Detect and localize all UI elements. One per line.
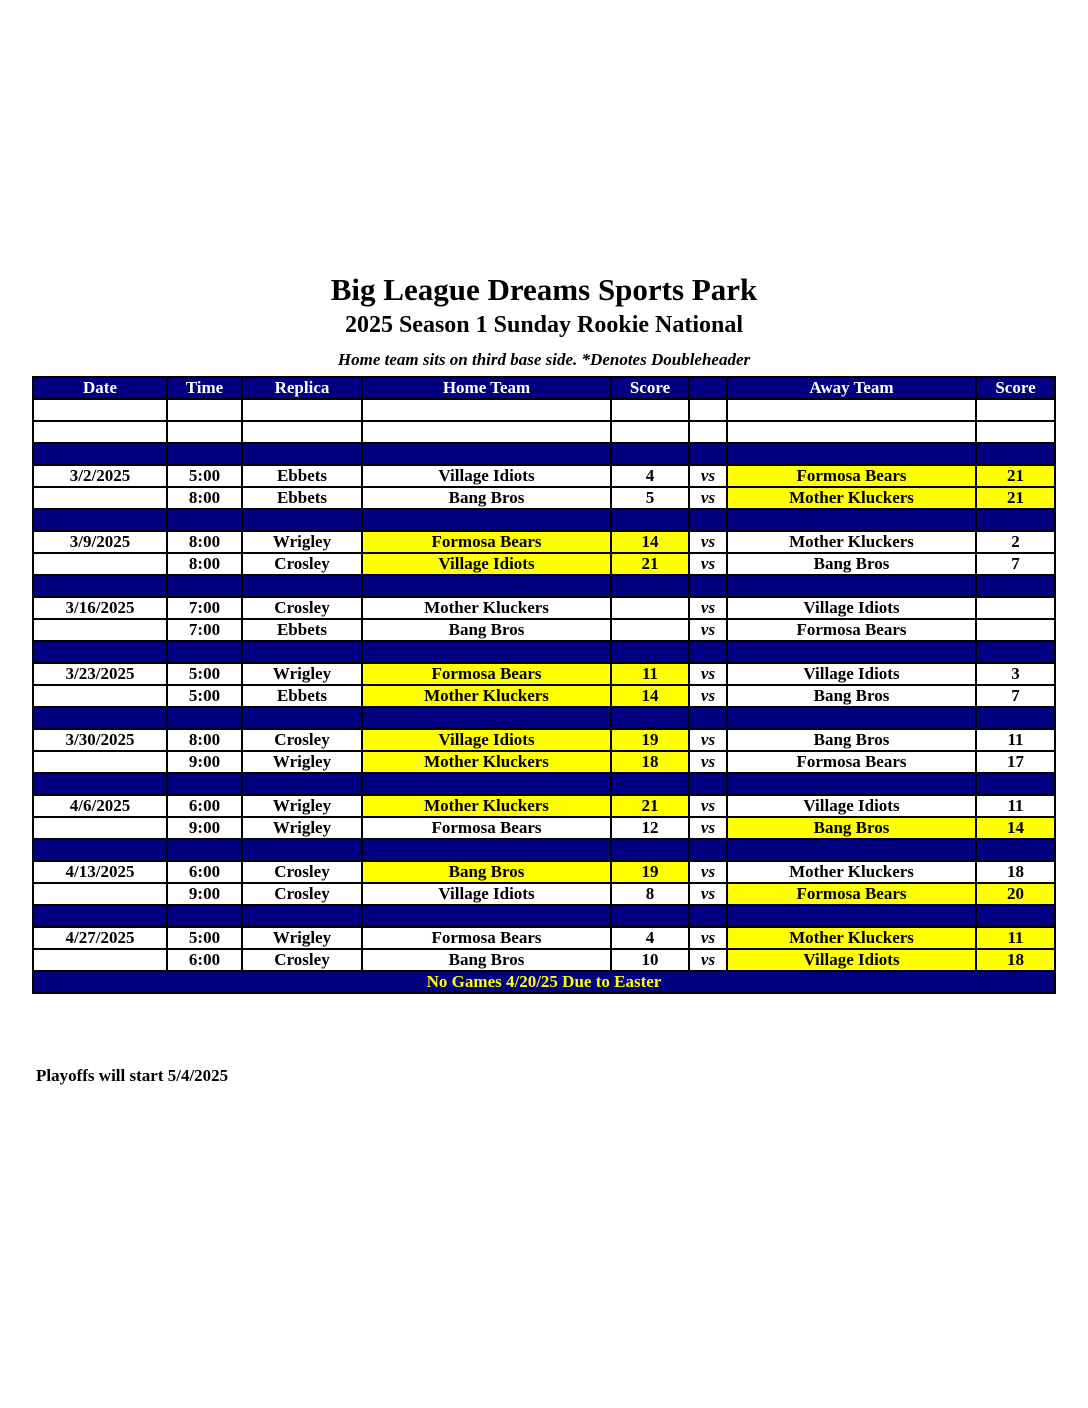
separator-cell (611, 509, 689, 531)
separator-cell (242, 509, 362, 531)
separator-cell (167, 443, 242, 465)
away-score: 17 (976, 751, 1055, 773)
away-score: 21 (976, 465, 1055, 487)
game-row (33, 795, 1055, 817)
game-time: 8:00 (167, 729, 242, 751)
game-row (33, 927, 1055, 949)
away-score: 3 (976, 663, 1055, 685)
away-team: Mother Kluckers (727, 487, 976, 509)
page-subtitle: 2025 Season 1 Sunday Rookie National (344, 312, 744, 338)
col-header-home-score: Score (611, 377, 689, 399)
home-team: Mother Kluckers (362, 751, 611, 773)
col-header-away-team: Away Team (727, 377, 976, 399)
game-time: 6:00 (167, 795, 242, 817)
game-replica: Crosley (242, 553, 362, 575)
game-date: 4/13/2025 (33, 861, 167, 883)
vs-label: vs (689, 751, 727, 773)
vs-label: vs (689, 861, 727, 883)
week-separator-row (33, 641, 1055, 663)
away-score: 2 (976, 531, 1055, 553)
separator-cell (362, 707, 611, 729)
game-replica: Wrigley (242, 751, 362, 773)
week-separator-row (33, 575, 1055, 597)
game-date (33, 487, 167, 509)
game-replica: Wrigley (242, 927, 362, 949)
away-score: 21 (976, 487, 1055, 509)
game-time: 6:00 (167, 861, 242, 883)
separator-cell (33, 905, 167, 927)
game-time: 9:00 (167, 883, 242, 905)
separator-cell (976, 575, 1055, 597)
game-row (33, 861, 1055, 883)
vs-label: vs (689, 553, 727, 575)
separator-cell (689, 707, 727, 729)
home-score: 8 (611, 883, 689, 905)
game-row (33, 663, 1055, 685)
game-row (33, 619, 1055, 641)
separator-cell (976, 839, 1055, 861)
home-score: 11 (611, 663, 689, 685)
separator-cell (727, 575, 976, 597)
home-score: 21 (611, 795, 689, 817)
away-score: 11 (976, 927, 1055, 949)
separator-cell (167, 707, 242, 729)
away-team: Mother Kluckers (727, 927, 976, 949)
home-score: 19 (611, 861, 689, 883)
separator-cell (362, 641, 611, 663)
separator-cell (167, 773, 242, 795)
away-score: 7 (976, 553, 1055, 575)
game-replica: Crosley (242, 729, 362, 751)
game-row (33, 597, 1055, 619)
game-replica: Wrigley (242, 795, 362, 817)
game-time: 7:00 (167, 597, 242, 619)
home-score: 4 (611, 465, 689, 487)
game-replica: Crosley (242, 861, 362, 883)
game-replica: Crosley (242, 883, 362, 905)
page-title: Big League Dreams Sports Park (330, 272, 758, 307)
game-date: 3/30/2025 (33, 729, 167, 751)
game-row (33, 751, 1055, 773)
home-team: Formosa Bears (362, 817, 611, 839)
week-separator-row (33, 509, 1055, 531)
col-header-replica: Replica (242, 377, 362, 399)
separator-cell (727, 707, 976, 729)
away-score: 14 (976, 817, 1055, 839)
away-team: Village Idiots (727, 597, 976, 619)
home-team: Mother Kluckers (362, 795, 611, 817)
game-date (33, 883, 167, 905)
separator-cell (976, 707, 1055, 729)
away-score: 11 (976, 795, 1055, 817)
game-date (33, 685, 167, 707)
home-score (611, 619, 689, 641)
vs-label: vs (689, 883, 727, 905)
week-separator-row (33, 839, 1055, 861)
separator-cell (611, 443, 689, 465)
away-score: 18 (976, 949, 1055, 971)
game-row (33, 883, 1055, 905)
away-team: Mother Kluckers (727, 531, 976, 553)
separator-cell (727, 905, 976, 927)
separator-cell (689, 773, 727, 795)
separator-cell (689, 443, 727, 465)
game-time: 9:00 (167, 751, 242, 773)
blank-row (33, 399, 1055, 421)
separator-cell (33, 509, 167, 531)
game-date (33, 751, 167, 773)
game-replica: Crosley (242, 597, 362, 619)
separator-cell (242, 773, 362, 795)
home-team: Mother Kluckers (362, 597, 611, 619)
home-team: Bang Bros (362, 487, 611, 509)
game-row (33, 487, 1055, 509)
separator-cell (167, 509, 242, 531)
home-team: Bang Bros (362, 949, 611, 971)
separator-cell (33, 443, 167, 465)
vs-label: vs (689, 663, 727, 685)
away-score: 11 (976, 729, 1055, 751)
header-row (33, 377, 1055, 399)
separator-cell (689, 641, 727, 663)
separator-cell (727, 773, 976, 795)
banner-row (33, 971, 1055, 993)
col-header-away-score: Score (976, 377, 1055, 399)
game-time: 6:00 (167, 949, 242, 971)
away-score (976, 597, 1055, 619)
away-score (976, 619, 1055, 641)
separator-cell (689, 905, 727, 927)
vs-label: vs (689, 685, 727, 707)
playoffs-note: Playoffs will start 5/4/2025 (36, 1066, 229, 1085)
separator-cell (167, 905, 242, 927)
game-row (33, 531, 1055, 553)
game-date: 3/9/2025 (33, 531, 167, 553)
game-time: 5:00 (167, 685, 242, 707)
away-team: Formosa Bears (727, 751, 976, 773)
game-row (33, 685, 1055, 707)
vs-label: vs (689, 729, 727, 751)
separator-cell (242, 575, 362, 597)
home-score (611, 597, 689, 619)
separator-cell (689, 839, 727, 861)
week-separator-row (33, 773, 1055, 795)
schedule-table (32, 376, 1056, 994)
vs-label: vs (689, 597, 727, 619)
separator-cell (242, 443, 362, 465)
game-time: 8:00 (167, 487, 242, 509)
away-team: Bang Bros (727, 729, 976, 751)
col-header-home-team: Home Team (362, 377, 611, 399)
vs-label: vs (689, 927, 727, 949)
away-team: Village Idiots (727, 949, 976, 971)
separator-cell (362, 773, 611, 795)
home-score: 21 (611, 553, 689, 575)
col-header-date: Date (33, 377, 167, 399)
separator-cell (611, 905, 689, 927)
separator-cell (976, 773, 1055, 795)
separator-cell (242, 839, 362, 861)
game-date: 3/23/2025 (33, 663, 167, 685)
separator-cell (33, 641, 167, 663)
game-time: 9:00 (167, 817, 242, 839)
game-row (33, 817, 1055, 839)
game-replica: Crosley (242, 949, 362, 971)
vs-label: vs (689, 487, 727, 509)
home-score: 19 (611, 729, 689, 751)
separator-cell (33, 575, 167, 597)
separator-cell (242, 641, 362, 663)
separator-cell (362, 575, 611, 597)
schedule-body (33, 399, 1055, 971)
separator-cell (976, 509, 1055, 531)
game-replica: Ebbets (242, 685, 362, 707)
vs-label: vs (689, 949, 727, 971)
week-separator-row (33, 443, 1055, 465)
home-team: Village Idiots (362, 729, 611, 751)
separator-cell (33, 707, 167, 729)
home-score: 5 (611, 487, 689, 509)
away-team: Formosa Bears (727, 619, 976, 641)
game-row (33, 465, 1055, 487)
separator-cell (242, 707, 362, 729)
separator-cell (689, 509, 727, 531)
separator-cell (167, 839, 242, 861)
home-score: 14 (611, 531, 689, 553)
away-team: Village Idiots (727, 663, 976, 685)
away-score: 20 (976, 883, 1055, 905)
game-row (33, 553, 1055, 575)
home-score: 10 (611, 949, 689, 971)
away-team: Formosa Bears (727, 465, 976, 487)
home-team: Mother Kluckers (362, 685, 611, 707)
away-team: Mother Kluckers (727, 861, 976, 883)
game-row (33, 949, 1055, 971)
separator-cell (611, 575, 689, 597)
separator-cell (611, 773, 689, 795)
vs-label: vs (689, 465, 727, 487)
home-team: Village Idiots (362, 553, 611, 575)
vs-label: vs (689, 795, 727, 817)
separator-cell (362, 905, 611, 927)
separator-cell (727, 509, 976, 531)
header-note: Home team sits on third base side. *Denotes Doubleheader (337, 350, 751, 369)
game-date: 3/16/2025 (33, 597, 167, 619)
home-team: Village Idiots (362, 465, 611, 487)
home-score: 4 (611, 927, 689, 949)
game-date: 3/2/2025 (33, 465, 167, 487)
separator-cell (167, 575, 242, 597)
vs-label: vs (689, 817, 727, 839)
separator-cell (976, 641, 1055, 663)
separator-cell (976, 905, 1055, 927)
game-replica: Ebbets (242, 465, 362, 487)
separator-cell (362, 509, 611, 531)
vs-label: vs (689, 531, 727, 553)
week-separator-row (33, 905, 1055, 927)
away-score: 18 (976, 861, 1055, 883)
separator-cell (242, 905, 362, 927)
separator-cell (167, 641, 242, 663)
col-header-time: Time (167, 377, 242, 399)
game-time: 5:00 (167, 663, 242, 685)
week-separator-row (33, 707, 1055, 729)
no-games-banner: No Games 4/20/25 Due to Easter (33, 971, 1055, 993)
game-date: 4/27/2025 (33, 927, 167, 949)
home-score: 18 (611, 751, 689, 773)
separator-cell (362, 443, 611, 465)
game-time: 5:00 (167, 465, 242, 487)
game-date (33, 817, 167, 839)
blank-row (33, 421, 1055, 443)
game-date (33, 553, 167, 575)
separator-cell (689, 575, 727, 597)
game-date: 4/6/2025 (33, 795, 167, 817)
home-team: Bang Bros (362, 861, 611, 883)
away-score: 7 (976, 685, 1055, 707)
separator-cell (727, 443, 976, 465)
separator-cell (976, 443, 1055, 465)
away-team: Village Idiots (727, 795, 976, 817)
home-team: Bang Bros (362, 619, 611, 641)
game-replica: Wrigley (242, 531, 362, 553)
separator-cell (727, 839, 976, 861)
away-team: Formosa Bears (727, 883, 976, 905)
separator-cell (611, 641, 689, 663)
game-date (33, 619, 167, 641)
game-time: 7:00 (167, 619, 242, 641)
game-replica: Wrigley (242, 663, 362, 685)
separator-cell (611, 707, 689, 729)
game-time: 8:00 (167, 553, 242, 575)
separator-cell (362, 839, 611, 861)
game-time: 8:00 (167, 531, 242, 553)
vs-label: vs (689, 619, 727, 641)
game-replica: Ebbets (242, 619, 362, 641)
away-team: Bang Bros (727, 553, 976, 575)
home-team: Formosa Bears (362, 531, 611, 553)
separator-cell (727, 641, 976, 663)
away-team: Bang Bros (727, 685, 976, 707)
home-score: 12 (611, 817, 689, 839)
home-team: Formosa Bears (362, 927, 611, 949)
separator-cell (611, 839, 689, 861)
separator-cell (33, 773, 167, 795)
game-date (33, 949, 167, 971)
game-replica: Wrigley (242, 817, 362, 839)
separator-cell (33, 839, 167, 861)
game-replica: Ebbets (242, 487, 362, 509)
home-team: Formosa Bears (362, 663, 611, 685)
col-header-vs (689, 377, 727, 399)
game-time: 5:00 (167, 927, 242, 949)
home-team: Village Idiots (362, 883, 611, 905)
away-team: Bang Bros (727, 817, 976, 839)
game-row (33, 729, 1055, 751)
home-score: 14 (611, 685, 689, 707)
